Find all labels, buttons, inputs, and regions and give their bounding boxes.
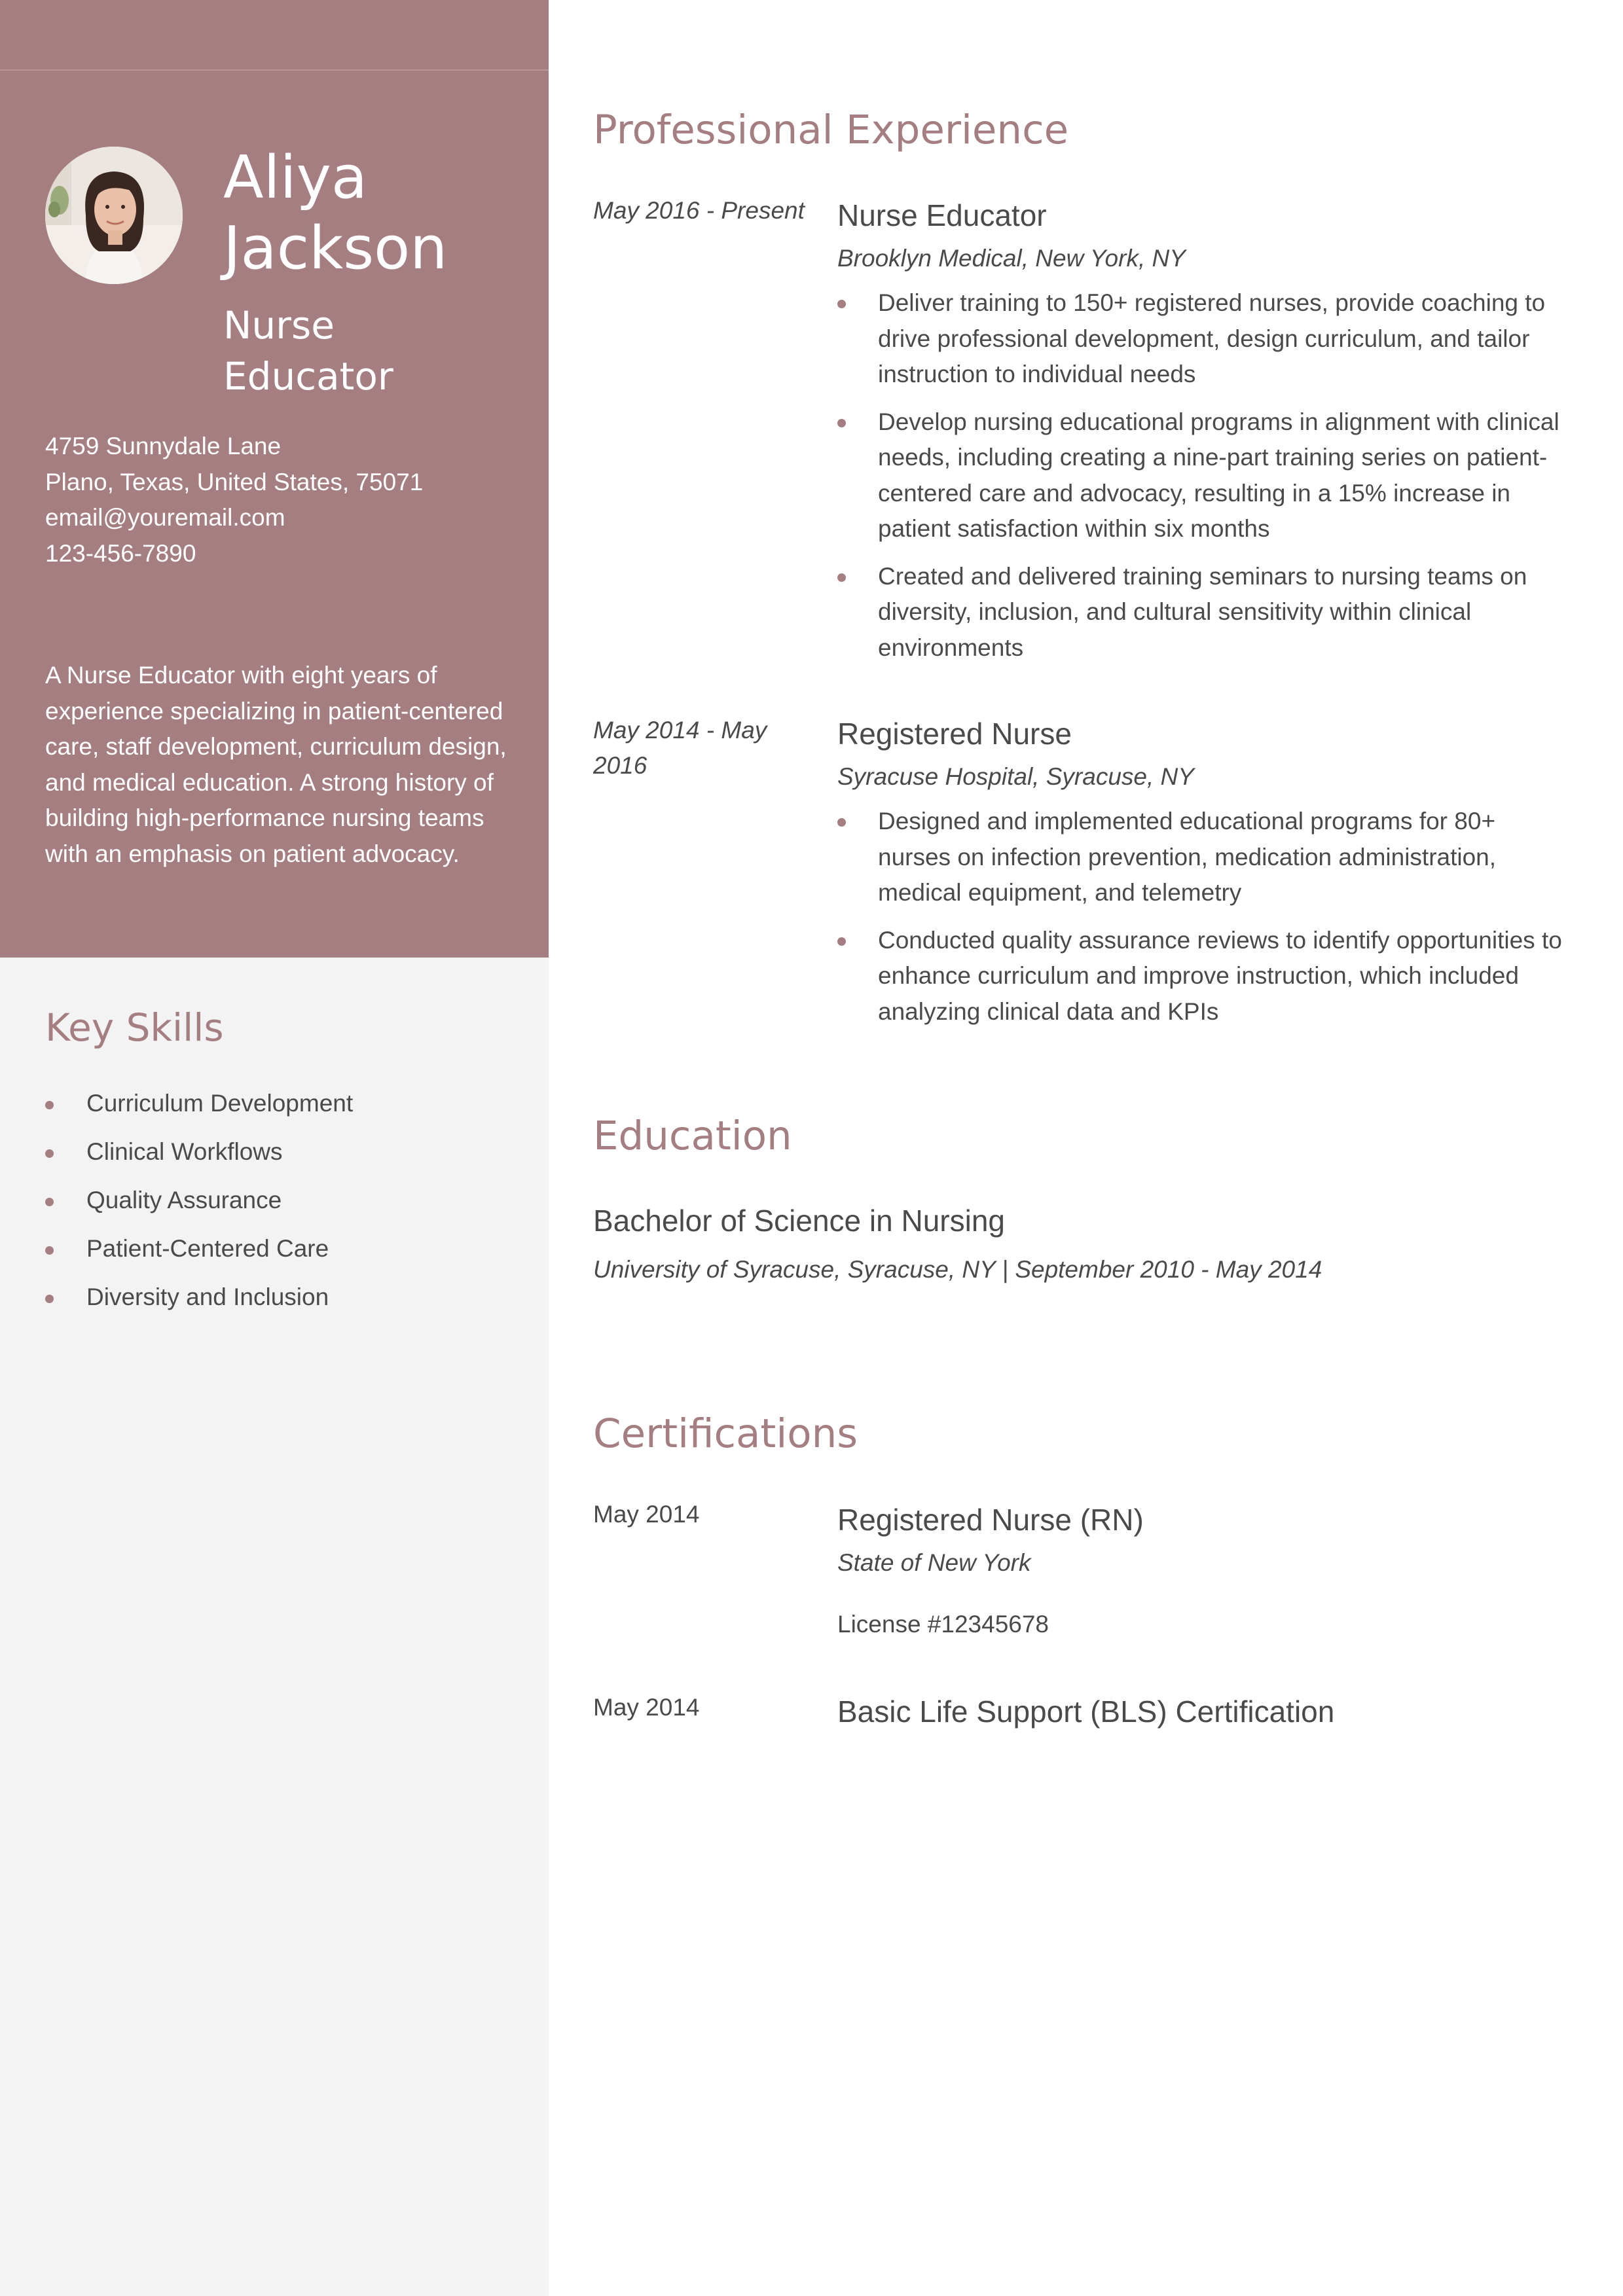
list-item (837, 404, 1574, 547)
cert-issuer: State of New York (837, 1549, 1031, 1576)
list-item (837, 285, 1574, 393)
job-organization: Brooklyn Medical, New York, NY (837, 245, 1186, 272)
title-line-2: Educator (223, 354, 393, 399)
bullet-icon (45, 1246, 54, 1255)
contact-info (45, 429, 517, 571)
bullet-text: Deliver training to 150+ registered nurses, provide coaching to drive professional development, design curriculum, and tailor instruction to individual needs (878, 289, 1546, 387)
list-item (45, 1183, 517, 1232)
degree-title: Bachelor of Science in Nursing (593, 1204, 1005, 1238)
skills-heading: Key Skills (45, 1005, 224, 1050)
bullet-icon (837, 300, 846, 308)
address-line-2: Plano, Texas, United States, 75071 (45, 468, 424, 495)
job-dates: May 2016 - Present (593, 197, 805, 224)
skill-label: Quality Assurance (86, 1187, 282, 1213)
job-organization: Syracuse Hospital, Syracuse, NY (837, 763, 1194, 790)
bullet-icon (45, 1198, 54, 1206)
skill-label: Curriculum Development (86, 1090, 354, 1117)
last-name: Jackson (223, 214, 448, 283)
bullet-icon (45, 1295, 54, 1303)
address-line-1: 4759 Sunnydale Lane (45, 433, 282, 459)
bullet-text: Created and delivered training seminars to nursing teams on diversity, inclusion, and cultural sensitivity within clinical environments (878, 562, 1527, 661)
certifications-heading: Certifications (593, 1410, 858, 1457)
email-link[interactable]: email@youremail.com (45, 504, 285, 531)
cert-date: May 2014 (593, 1694, 700, 1721)
first-name: Aliya (223, 143, 367, 212)
bullet-icon (837, 419, 846, 427)
bullet-icon (837, 573, 846, 582)
list-item (45, 1232, 517, 1280)
job-dates: May 2014 - May 2016 (593, 717, 767, 779)
education-detail: University of Syracuse, Syracuse, NY | September 2010 - May 2014 (593, 1256, 1322, 1283)
list-item (837, 559, 1574, 666)
cert-entry (837, 1499, 1574, 1642)
skills-list (45, 1086, 517, 1329)
cert-license: License #12345678 (837, 1611, 1049, 1638)
job-position: Nurse Educator (837, 198, 1047, 232)
cert-name: Basic Life Support (BLS) Certification (837, 1695, 1335, 1729)
cert-entry (837, 1691, 1574, 1737)
bullet-icon (837, 818, 846, 827)
job-bullets (837, 285, 1574, 666)
phone-number: 123-456-7890 (45, 539, 196, 567)
skill-label: Diversity and Inclusion (86, 1283, 329, 1310)
bullet-icon (837, 937, 846, 946)
title-line-1: Nurse (223, 303, 335, 348)
job-bullets (837, 804, 1574, 1030)
bullet-text: Develop nursing educational programs in alignment with clinical needs, including creating a nine-part training series on patient-centered care and advocacy, resulting in a 15% increase in patient satisfaction within six months (878, 408, 1559, 542)
list-item (45, 1135, 517, 1183)
bullet-icon (45, 1101, 54, 1109)
summary: A Nurse Educator with eight years of experience specializing in patient-centered care, staff development, curriculum design, and medical education. A strong history of building high-performance nursing teams with an emphasis on patient advocacy. (45, 662, 507, 867)
cert-date: May 2014 (593, 1501, 700, 1528)
skill-label: Patient-Centered Care (86, 1235, 329, 1262)
bullet-icon (45, 1149, 54, 1158)
job-title (223, 300, 498, 402)
bullet-text: Conducted quality assurance reviews to identify opportunities to enhance curriculum and improve instruction, which included analyzing clinical data and KPIs (878, 926, 1562, 1025)
list-item (837, 923, 1574, 1030)
list-item (837, 804, 1574, 911)
list-item (45, 1086, 517, 1135)
avatar (45, 147, 183, 284)
profile-photo-icon (45, 147, 183, 284)
list-item (45, 1280, 517, 1329)
sidebar (0, 0, 549, 2296)
bullet-text: Designed and implemented educational programs for 80+ nurses on infection prevention, medication administration, medical equipment, and telemetry (878, 808, 1497, 906)
sidebar-header (0, 0, 549, 958)
candidate-name (223, 143, 524, 284)
job-entry (837, 713, 1574, 1041)
divider (0, 69, 549, 71)
education-heading: Education (593, 1113, 792, 1159)
skill-label: Clinical Workflows (86, 1138, 283, 1165)
cert-name: Registered Nurse (RN) (837, 1503, 1144, 1537)
experience-heading: Professional Experience (593, 107, 1069, 153)
job-entry (837, 195, 1574, 677)
job-position: Registered Nurse (837, 717, 1072, 751)
